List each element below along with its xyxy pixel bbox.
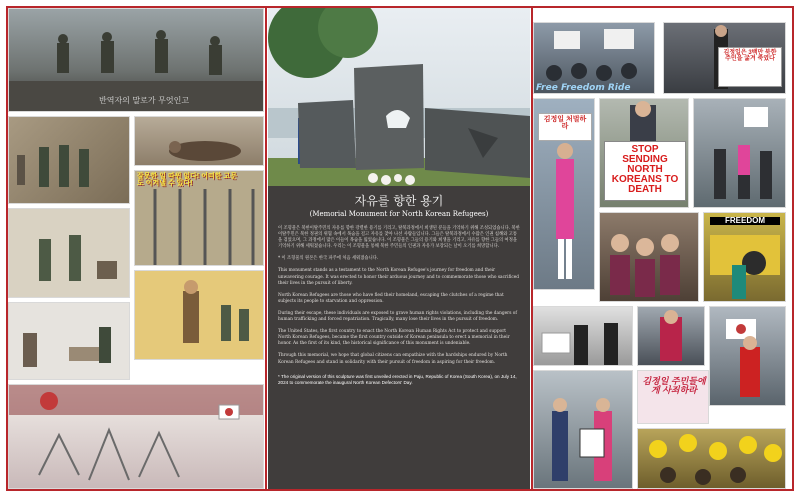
- divider-left: [265, 8, 267, 489]
- photo-korean-banner-2: [637, 370, 709, 424]
- photo-protester-sign: [663, 22, 786, 94]
- photo-press-conference: [533, 306, 633, 366]
- illustration-interrogation: [8, 302, 130, 380]
- banner-text: Free Freedom Ride: [536, 83, 631, 93]
- monument-description: [278, 192, 520, 386]
- photo-flag-rally: [709, 306, 786, 406]
- photo-mother-sign: [533, 370, 633, 489]
- photo-execution-soldiers: [8, 8, 264, 112]
- paragraph-english-5: Through this memorial, we hope that global citizens can empathize with the hardships endured by North Korean Refugees and stand in solidarity with their pursuit of freedom in aspiring for their freedom.: [278, 353, 508, 365]
- photo-firing-squad: [8, 116, 130, 204]
- protest-sign-korean-1: 김정일은 3백만 북한 주민을 굶겨 죽였다: [718, 47, 782, 87]
- cartoon-speech-text: 잘못한 일 따윈 없다! 어떠한 고문도 이겨낼 수 있다!: [137, 173, 237, 187]
- photo-memorial-monument: [268, 8, 530, 186]
- photo-stop-sign: [599, 98, 689, 208]
- protest-sign-korean-3: 김정일 처벌하라: [538, 113, 592, 141]
- paragraph-english-4: The United States, the first country to enact the North Korean Human Rights Act to protect and support North Korean Refugees, became the first country outside of Korean peninsula to erect a memorial in their honor. As the first of its kind, the historical significance of this monument is undeniable.: [278, 329, 510, 347]
- paragraph-english-1: This monument stands as a testament to the North Korean Refugee's journey for freedom and their unwavering courage. It was erected to honor their arduous journey and to commemorate those who sacrificed their lives in the pursuit of liberty.: [278, 268, 520, 286]
- protest-sign-korean-2: 김정일 주민들에게 사죄하라: [642, 376, 706, 395]
- freedom-sign: FREEDOM: [710, 217, 780, 225]
- illustration-prison-camp: [134, 270, 264, 360]
- photo-caption: 반역자의 말로가 무엇인고: [99, 96, 190, 105]
- photo-freedom-construction: [703, 212, 786, 302]
- photo-street-march: [693, 98, 786, 208]
- photo-group-protest: [599, 212, 699, 302]
- illustration-beating: [8, 208, 130, 298]
- paragraph-english-2: North Korean Refugees are those who have fled their homeland, escaping the clutches of a regime that subjects its people to starvation and oppression.: [278, 292, 504, 304]
- center-monument-panel: [268, 8, 530, 489]
- photo-protester-pink: [533, 98, 595, 290]
- photo-wounded-figure: [134, 116, 264, 166]
- monument-title-english: (Memorial Monument for North Korean Refugees): [309, 210, 489, 218]
- paragraph-korean-note: * 이 조형물의 원본은 한국 파주에 처음 세워졌습니다.: [278, 256, 379, 262]
- left-photo-column: [8, 8, 264, 489]
- paragraph-korean: 이 조형물은 북한이탈주민의 자유를 향한 강렬한 용기를 기리고, 탈북과정에서 희생된 분들을 기억하기 위해 조성되었습니다. 북한이탈주민은 북한 정권의 위협 속에서 목숨을 걸고 자유를 찾아 나선 사람들입니다. 그들은 탈북과정에서 수많은 인권 침해와 고통을 겪었으며, 그 과정에서 많은 이들이 목숨을 잃었습니다. 이 조형물은 그들의 용기와 희생을 기리고, 자유를 향한 그들의 여정을 기억하기 위해 세워졌습니다. 우리는 이 조형물을 통해 북한 주민들의 인권과 자유가 보장되는 날이 오기를 희망합니다.: [278, 226, 520, 250]
- photo-protest-crowd: [533, 22, 655, 94]
- photo-korean-banner: [637, 306, 705, 366]
- paragraph-english-3: During their escape, these individuals are exposed to grave human rights violations, including the dangers of human trafficking and forced repatriation. Tragically, many lose their lives in the pursuit of freedom.: [278, 310, 517, 323]
- protest-sign-stop: STOP SENDING NORTH KOREANS TO DEATH: [604, 141, 686, 201]
- monument-footnote: * The original version of this sculpture was first unveiled erected in Paju, Republic of Korea (South Korea), on July 14, 2024 to commemorate the inaugural North Korean Defectors' Day.: [278, 373, 517, 385]
- illustration-prison-cell: [134, 170, 264, 266]
- photo-yellow-balloons: [637, 428, 786, 489]
- monument-title-korean: 자유를 향한 용기: [354, 194, 444, 208]
- illustration-escape-sketch: [8, 384, 264, 489]
- right-protest-column: [533, 8, 792, 489]
